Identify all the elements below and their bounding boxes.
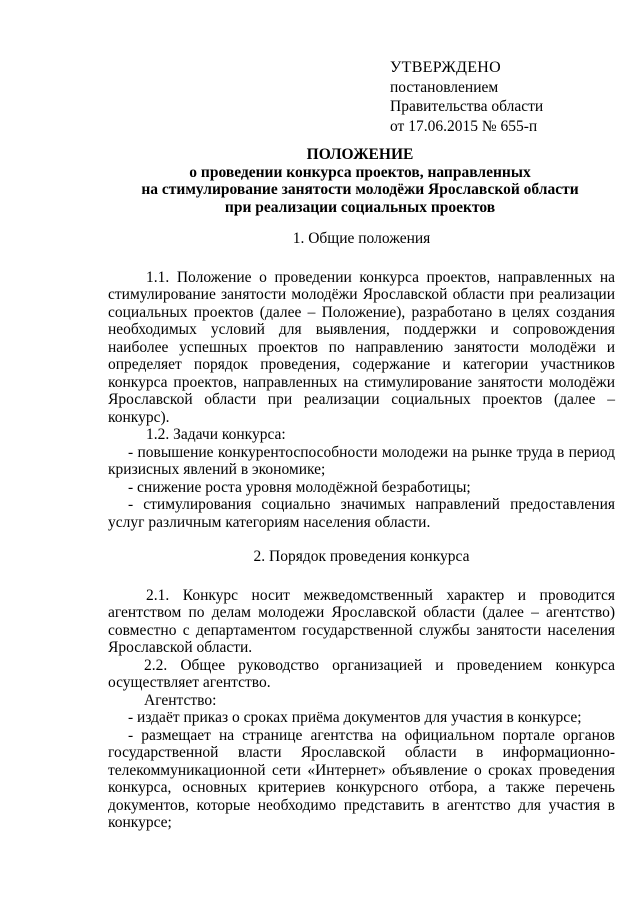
title-subline: о проведении конкурса проектов, направленных xyxy=(189,163,531,181)
paragraph-2-2: 2.2. Общее руководство организацией и проведением конкурса осуществляет агентство. xyxy=(108,656,615,691)
section-1-heading: 1. Общие положения xyxy=(292,230,431,247)
approval-line: Правительства области xyxy=(390,98,544,115)
paragraph-1-1: 1.1. Положение о проведении конкурса проектов, направленных на стимулирование занятости молодёжи Ярославской области при реализации социальных проектов (далее – Положение), разработано в целях создания необходимых условий для выявления, поддержки и сопровождения наиболее успешных проектов по направлению занятости молодёжи и определяет порядок проведения, содержание и категории участников конкурса проектов, направленных на стимулирование занятости молодёжи Ярославской области при реализации социальных проектов (далее – конкурс). xyxy=(108,268,615,426)
paragraph-2-1: 2.1. Конкурс носит межведомственный характер и проводится агентством по делам молодежи Ярославской области (далее – агентство) совместно с департаментом государственной службы занятости населения Ярославской области. xyxy=(108,586,615,656)
approval-stamp xyxy=(390,58,543,136)
section-2-heading: 2. Порядок проведения конкурса xyxy=(253,548,470,565)
approval-title: УТВЕРЖДЕНО xyxy=(390,59,502,76)
title-heading: ПОЛОЖЕНИЕ xyxy=(306,146,414,163)
agency-item: - издаёт приказ о сроках приёма документов для участия в конкурсе; xyxy=(128,709,582,726)
approval-line: постановлением xyxy=(390,78,499,96)
task-item: - стимулирования социально значимых направлений предоставления услуг различным категориям населения области. xyxy=(108,496,615,531)
approval-date: от 17.06.2015 № 655-п xyxy=(390,117,538,135)
document-title xyxy=(100,146,620,216)
document-body xyxy=(108,230,615,832)
title-subline: на стимулирование занятости молодёжи Ярославской области xyxy=(141,181,579,198)
paragraph-1-2: 1.2. Задачи конкурса: xyxy=(146,426,286,443)
task-item: - снижение роста уровня молодёжной безработицы; xyxy=(128,478,471,496)
agency-label: Агентство: xyxy=(144,691,217,709)
title-subline: при реализации социальных проектов xyxy=(224,198,496,216)
agency-item: - размещает на странице агентства на официальном портале органов государственной власти Ярославской области в информационно-телекоммуникационной сети «Интернет» объявление о сроках проведения конкурса, основных критериев конкурсного отбора, а также перечень документов, которые необходимо представить в агентство для участия в конкурсе; xyxy=(108,726,615,831)
task-item: - повышение конкурентоспособности молодежи на рынке труда в период кризисных явлений в экономике; xyxy=(108,443,615,478)
